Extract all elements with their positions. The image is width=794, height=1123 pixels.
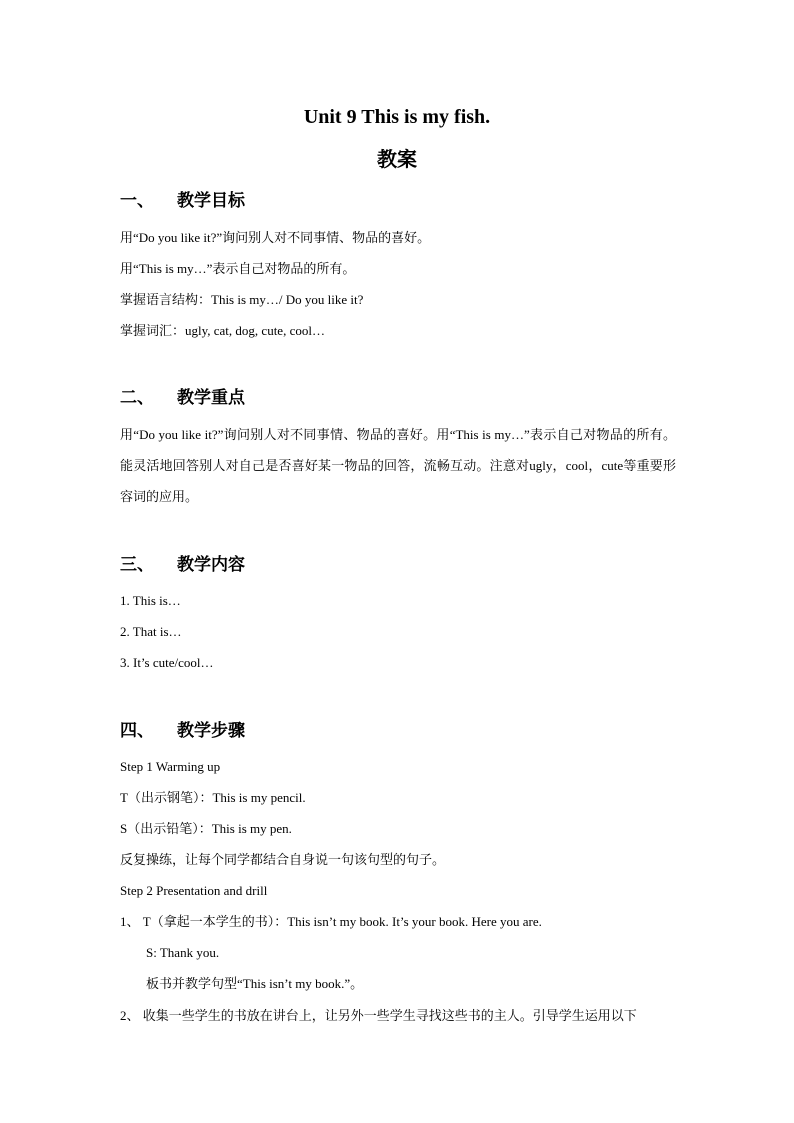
content-line: 1. This is… — [120, 593, 181, 608]
step-line: Step 1 Warming up — [120, 759, 221, 774]
objective-line: 用“This is my…”表示自己对物品的所有。 — [120, 261, 356, 276]
section-heading-key-points — [120, 387, 245, 409]
section-number: 二、 — [120, 388, 154, 407]
key-points-paragraph: 用“Do you like it?”询问别人对不同事情、物品的喜好。用“This is my…”表示自己对物品的所有。能灵活地回答别人对自己是否喜好某一物品的回答，流畅互动。注意对ugly，cool，cute等重要形容词的应用。 — [120, 427, 676, 504]
step-line: 板书并教学句型“This isn’t my book.”。 — [146, 976, 364, 991]
section-heading-objectives — [120, 190, 245, 212]
section-number: 一、 — [120, 191, 154, 210]
section-heading-content — [120, 554, 245, 576]
step-line: 1、 T（拿起一本学生的书）：This isn’t my book. It’s your book. Here you are. — [120, 914, 542, 929]
section-heading-steps — [120, 720, 245, 742]
section-number: 四、 — [120, 721, 154, 740]
step-line: 反复操练，让每个同学都结合自身说一句该句型的句子。 — [120, 852, 446, 867]
step-line: S: Thank you. — [146, 945, 220, 960]
section-title: 教学目标 — [177, 191, 245, 210]
objective-line: 用“Do you like it?”询问别人对不同事情、物品的喜好。 — [120, 230, 431, 245]
section-title: 教学步骤 — [177, 721, 245, 740]
section-title: 教学内容 — [177, 555, 245, 574]
step-line: 2、 收集一些学生的书放在讲台上，让另外一些学生寻找这些书的主人。引导学生运用以下 — [120, 1008, 637, 1023]
step-line: Step 2 Presentation and drill — [120, 883, 268, 898]
content-line: 2. That is… — [120, 624, 182, 639]
step-line: S（出示铅笔）：This is my pen. — [120, 821, 292, 836]
section-title: 教学重点 — [177, 388, 245, 407]
objective-line: 掌握词汇：ugly, cat, dog, cute, cool… — [120, 323, 325, 338]
objective-line: 掌握语言结构：This is my…/ Do you like it? — [120, 292, 364, 307]
document-subtitle: 教案 — [377, 149, 417, 171]
content-line: 3. It’s cute/cool… — [120, 655, 214, 670]
document-title: Unit 9 This is my fish. — [303, 106, 491, 128]
section-number: 三、 — [120, 555, 154, 574]
step-line: T（出示钢笔）：This is my pencil. — [120, 790, 306, 805]
